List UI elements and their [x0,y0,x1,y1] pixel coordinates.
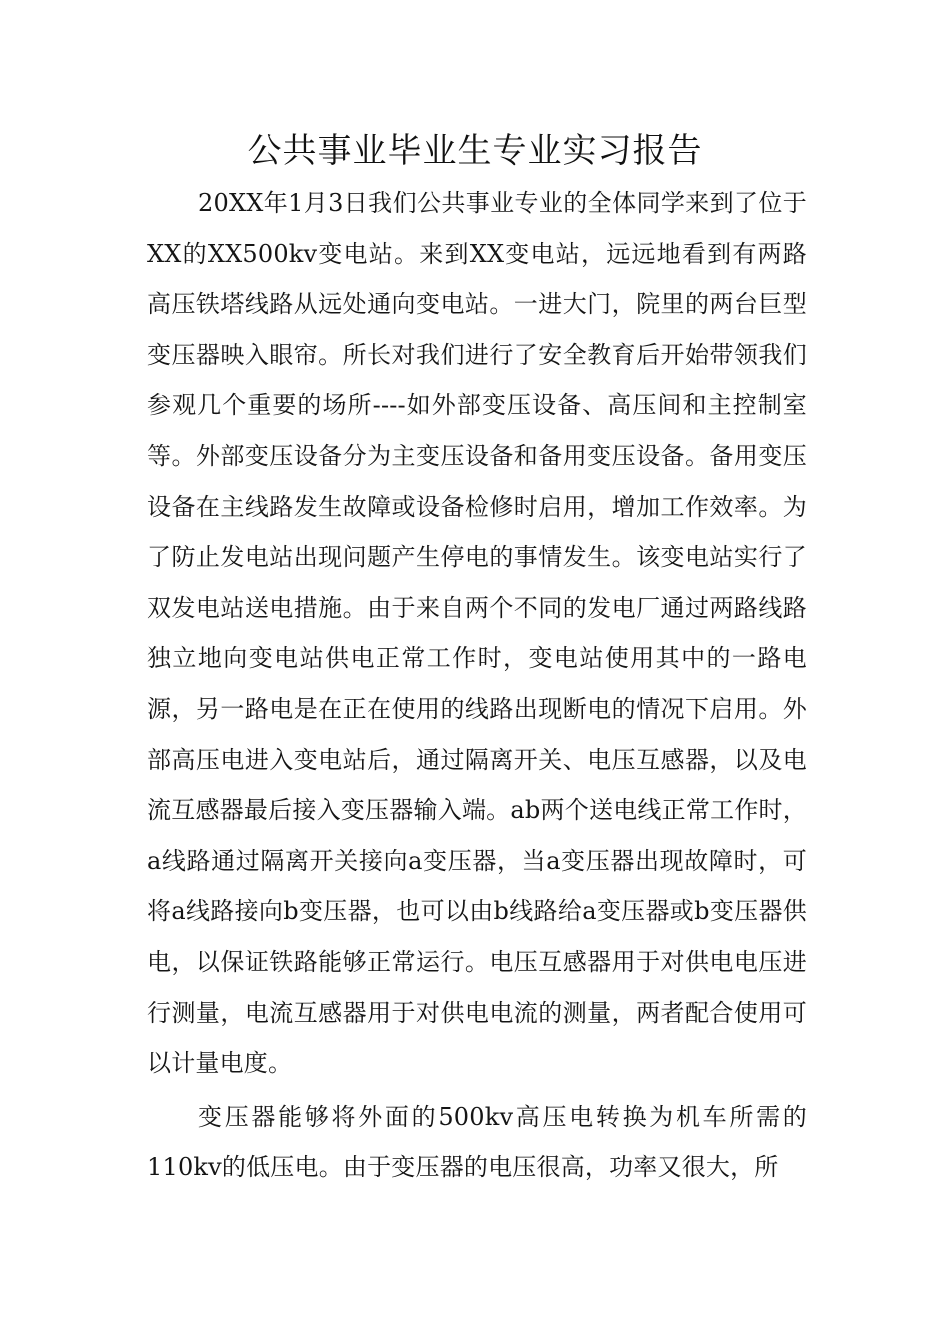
document-title: 公共事业毕业生专业实习报告 [247,131,703,171]
paragraph-1: 20XX年1月3日我们公共事业专业的全体同学来到了位于XX的XX500kv变电站。来到XX变电站，远远地看到有两路高压铁塔线路从远处通向变电站。一进大门，院里的两台巨型变压器映入眼帘。所长对我们进行了安全教育后开始带领我们参观几个重要的场所----如外部变压设备、高压间和主控制室等。外部变压设备分为主变压设备和备用变压设备。备用变压设备在主线路发生故障或设备检修时启用，增加工作效率。为了防止发电站出现问题产生停电的事情发生。该变电站实行了双发电站送电措施。由于来自两个不同的发电厂通过两路线路独立地向变电站供电正常工作时，变电站使用其中的一路电源，另一路电是在正在使用的线路出现断电的情况下启用。外部高压电进入变电站后，通过隔离开关、电压互感器，以及电流互感器最后接入变压器输入端。ab两个送电线正常工作时，a线路通过隔离开关接向a变压器，当a变压器出现故障时，可将a线路接向b变压器，也可以由b线路给a变压器或b变压器供电，以保证铁路能够正常运行。电压互感器用于对供电电压进行测量，电流互感器用于对供电电流的测量，两者配合使用可以计量电度。 [147,189,807,1078]
paragraph-2: 变压器能够将外面的500kv高压电转换为机车所需的110kv的低压电。由于变压器的电压很高，功率又很大，所 [147,1102,807,1182]
document-body [147,178,807,1193]
